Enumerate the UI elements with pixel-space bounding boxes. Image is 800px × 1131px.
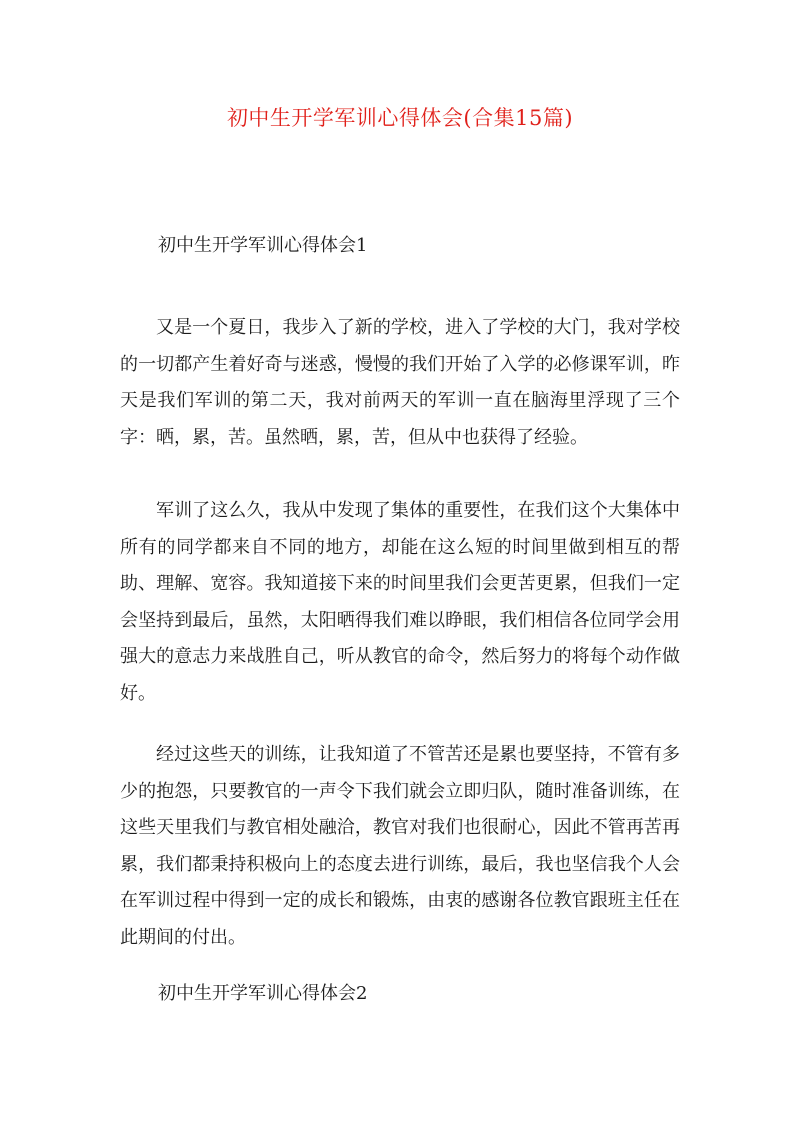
paragraph-1: 又是一个夏日，我步入了新的学校，进入了学校的大门，我对学校的一切都产生着好奇与迷惑，慢慢的我们开始了入学的必修课军训，昨天是我们军训的第二天，我对前两天的军训一直在脑海里浮现了三个字：晒，累，苦。虽然晒，累，苦，但从中也获得了经验。 [120, 317, 680, 448]
section-heading-2: 初中生开学军训心得体会2 [158, 983, 368, 1004]
paragraph-2: 军训了这么久，我从中发现了集体的重要性，在我们这个大集体中所有的同学都来自不同的地方，却能在这么短的时间里做到相互的帮助、理解、宽容。我知道接下来的时间里我们会更苦更累，但我们一定会坚持到最后，虽然，太阳晒得我们难以睁眼，我们相信各位同学会用强大的意志力来战胜自己，听从教官的命令，然后努力的将每个动作做好。 [120, 500, 680, 704]
section-heading-1: 初中生开学军训心得体会1 [158, 235, 368, 256]
document-title: 初中生开学军训心得体会(合集15篇) [226, 106, 574, 130]
paragraph-3: 经过这些天的训练，让我知道了不管苦还是累也要坚持，不管有多少的抱怨，只要教官的一声令下我们就会立即归队，随时准备训练，在这些天里我们与教官相处融洽，教官对我们也很耐心，因此不管再苦再累，我们都秉持积极向上的态度去进行训练，最后，我也坚信我个人会在军训过程中得到一定的成长和锻炼，由衷的感谢各位教官跟班主任在此期间的付出。 [120, 744, 680, 948]
